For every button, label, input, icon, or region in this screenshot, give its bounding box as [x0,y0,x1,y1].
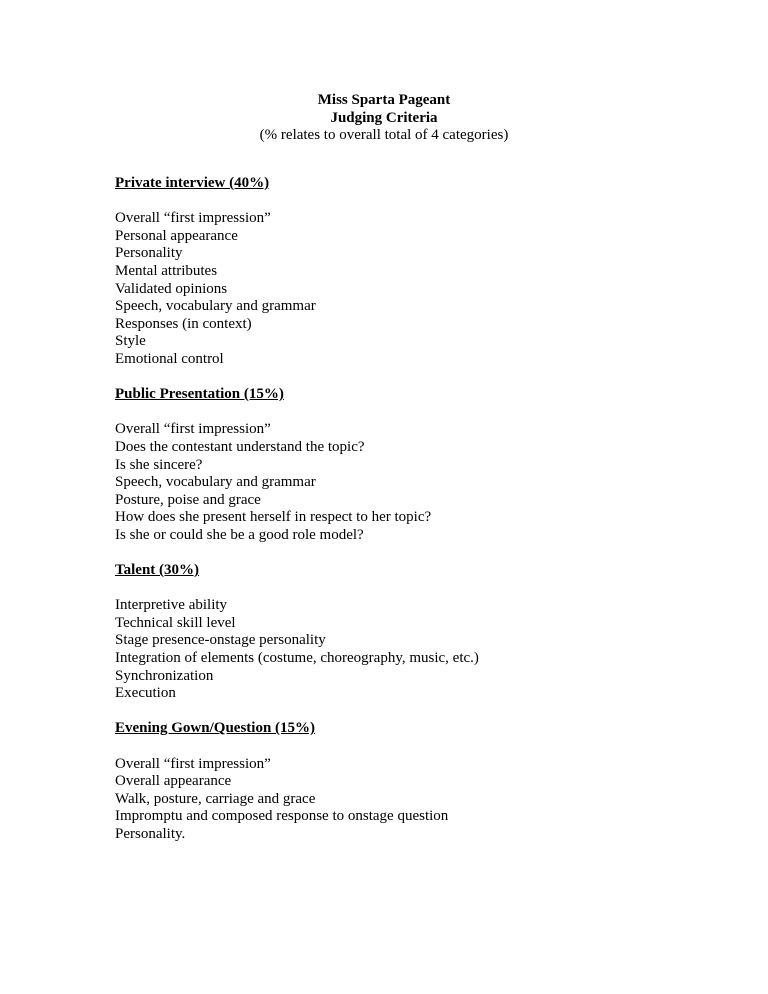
criteria-list [115,756,715,844]
document-header [0,92,768,145]
list-item: Overall “first impression” [115,421,271,438]
section-evening-gown-question [115,720,715,843]
list-item: Overall “first impression” [115,755,271,772]
section-private-interview [115,175,715,369]
list-item: How does she present herself in respect to her topic? [115,509,432,526]
list-item: Walk, posture, carriage and grace [115,790,316,807]
list-item: Technical skill level [115,614,236,631]
list-item: Integration of elements (costume, choreography, music, etc.) [115,650,479,667]
list-item: Responses (in context) [115,315,252,332]
list-item: Is she or could she be a good role model? [115,526,364,543]
criteria-content [115,175,715,861]
list-item: Overall “first impression” [115,210,271,227]
list-item: Personal appearance [115,227,238,244]
section-title: Evening Gown/Question (15%) [115,720,316,737]
section-public-presentation [115,386,715,544]
list-item: Personality. [115,825,186,842]
list-item: Speech, vocabulary and grammar [115,474,316,491]
list-item: Mental attributes [115,262,218,279]
document-title: Miss Sparta Pageant [317,92,451,108]
list-item: Posture, poise and grace [115,491,261,508]
list-item: Execution [115,685,176,702]
list-item: Impromptu and composed response to onstage question [115,808,449,825]
criteria-list [115,210,715,368]
list-item: Validated opinions [115,280,228,297]
list-item: Is she sincere? [115,456,203,473]
list-item: Personality [115,245,183,262]
section-talent [115,562,715,703]
list-item: Style [115,333,146,350]
list-item: Interpretive ability [115,597,228,614]
list-item: Overall appearance [115,773,232,790]
criteria-list [115,597,715,703]
section-title: Talent (30%) [115,562,200,579]
section-title: Private interview (40%) [115,175,270,191]
list-item: Speech, vocabulary and grammar [115,298,316,315]
list-item: Does the contestant understand the topic? [115,438,365,455]
section-title: Public Presentation (15%) [115,386,284,403]
list-item: Synchronization [115,667,214,684]
list-item: Stage presence-onstage personality [115,632,326,649]
document-note: (% relates to overall total of 4 categories) [259,127,509,144]
list-item: Emotional control [115,350,224,367]
document-subtitle: Judging Criteria [330,109,438,126]
criteria-list [115,421,715,544]
